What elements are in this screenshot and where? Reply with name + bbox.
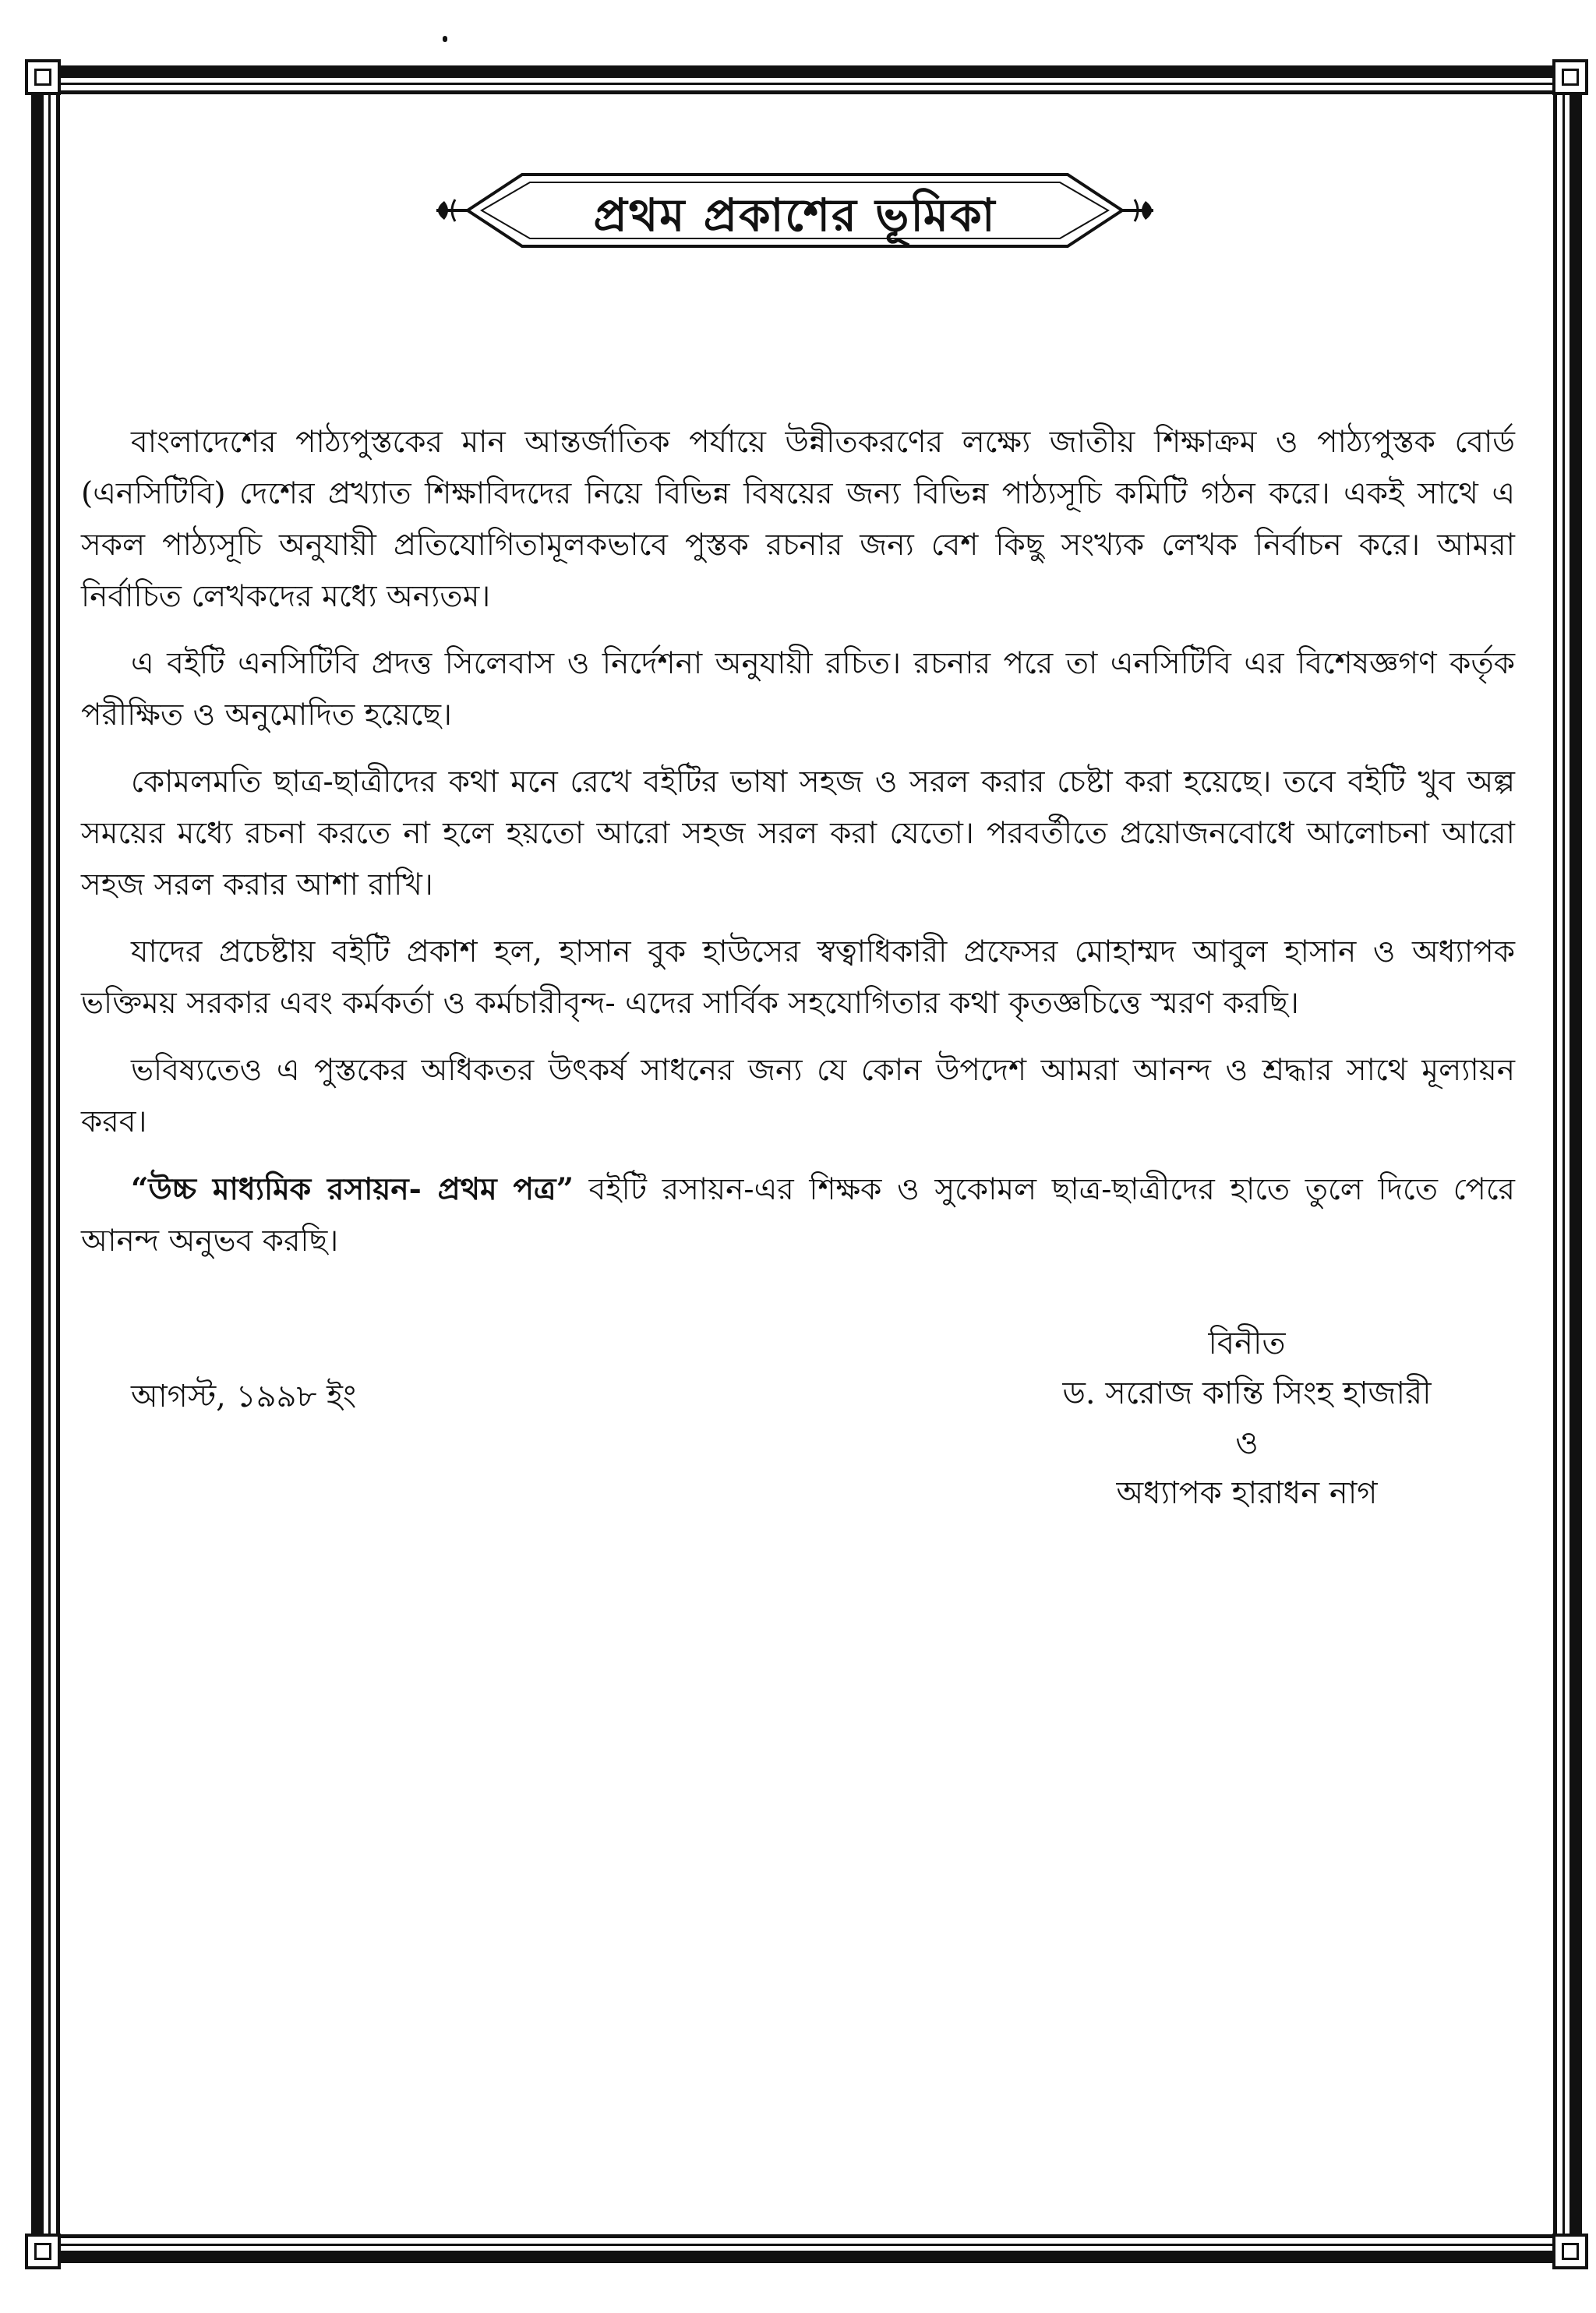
paragraph: ভবিষ্যতেও এ পুস্তকের অধিকতর উৎকর্ষ সাধনের জন্য যে কোন উপদেশ আমরা আনন্দ ও শ্রদ্ধার সাথে মূল্যায়ন করব। <box>81 1053 1515 1139</box>
paragraph: বাংলাদেশের পাঠ্যপুস্তকের মান আন্তর্জাতিক পর্যায়ে উন্নীতকরণের লক্ষ্যে জাতীয় শিক্ষাক্রম ও পাঠ্যপুস্তক বোর্ড (এনসিটিবি) দেশের প্রখ্যাত শিক্ষাবিদদের নিয়ে বিভিন্ন বিষয়ের জন্য বিভিন্ন পাঠ্যসূচি কমিটি গঠন করে। একই সাথে এ সকল পাঠ্যসূচি অনুযায়ী প্রতিযোগিতামূলকভাবে পুস্তক রচনার জন্য বেশ কিছু সংখ্যক লেখক নির্বাচন করে। আমরা নির্বাচিত লেখকদের মধ্যে অন্যতম। <box>81 425 1515 614</box>
signature-author-1: ড. সরোজ কান্তি সিংহ হাজারী <box>1062 1375 1432 1411</box>
stray-dot <box>443 36 447 42</box>
paragraph: যাদের প্রচেষ্টায় বইটি প্রকাশ হল, হাসান বুক হাউসের স্বত্বাধিকারী প্রফেসর মোহাম্মদ আবুল হাসান ও অধ্যাপক ভক্তিময় সরকার এবং কর্মকর্তা ও কর্মচারীবৃন্দ- এদের সার্বিক সহযোগিতার কথা কৃতজ্ঞচিত্তে স্মরণ করছি। <box>81 934 1515 1021</box>
border-corner-top-right <box>1552 59 1588 95</box>
paragraph: কোমলমতি ছাত্র-ছাত্রীদের কথা মনে রেখে বইটির ভাষা সহজ ও সরল করার চেষ্টা করা হয়েছে। তবে বইটি খুব অল্প সময়ের মধ্যে রচনা করতে না হলে হয়তো আরো সহজ সরল করা যেতো। পরবর্তীতে প্রয়োজনবোধে আলোচনা আরো সহজ সরল করার আশা রাখি। <box>81 765 1515 902</box>
border-corner-top-left <box>25 59 61 95</box>
page-title: প্রথম প্রকাশের ভূমিকা <box>593 189 997 242</box>
preface-body <box>81 417 1515 1283</box>
paragraph-last-text: বইটি রসায়ন-এর শিক্ষক ও সুকোমল ছাত্র-ছাত্রীদের হাতে তুলে দিতে পেরে আনন্দ অনুভব করছি। <box>81 1172 1515 1259</box>
title-banner <box>421 164 1169 257</box>
publication-date: আগস্ট, ১৯৯৮ ইং <box>131 1379 357 1414</box>
border-corner-bottom-left <box>25 2234 61 2269</box>
book-title: “উচ্চ মাধ্যমিক রসায়ন- প্রথম পত্র” <box>131 1171 574 1207</box>
border-corner-bottom-right <box>1552 2234 1588 2269</box>
signature-closing: বিনীত <box>1208 1326 1286 1361</box>
signature-author-2: অধ্যাপক হারাধন নাগ <box>1116 1475 1378 1511</box>
signature-block <box>998 1319 1496 1518</box>
paragraph: এ বইটি এনসিটিবি প্রদত্ত সিলেবাস ও নির্দেশনা অনুযায়ী রচিত। রচনার পরে তা এনসিটিবি এর বিশেষজ্ঞগণ কর্তৃক পরীক্ষিত ও অনুমোদিত হয়েছে। <box>81 646 1515 733</box>
signature-conjunction: ও <box>1235 1425 1259 1461</box>
paragraph-last <box>81 1164 1515 1267</box>
